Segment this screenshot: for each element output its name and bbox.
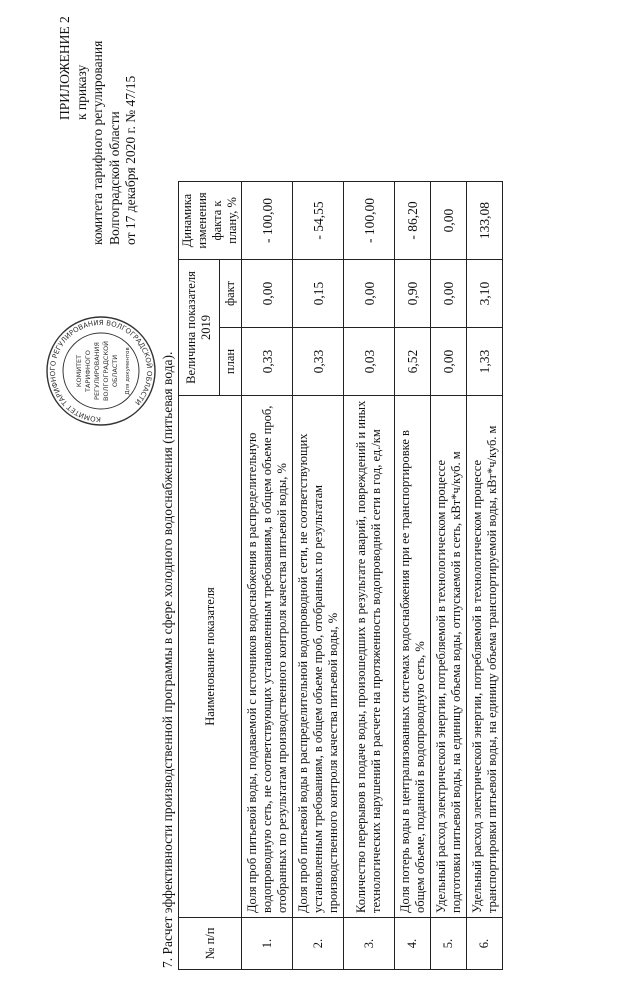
seal-center-line: РЕГУЛИРОВАНИЯ: [93, 342, 101, 400]
row-name: Доля проб питьевой воды в распределительной водопроводной сети, не соответствующих установленным требованиям, в общем объеме проб, отобранных по результатам производственного контроля качества питьевой воды, %: [293, 396, 344, 918]
header-fact: факт: [219, 260, 241, 328]
row-plan: 1,33: [467, 328, 503, 396]
table-row: [344, 182, 395, 970]
row-dynamics: - 54,55: [293, 182, 344, 260]
row-plan: 6,52: [395, 328, 431, 396]
header-name: Наименование показателя: [179, 396, 242, 918]
row-name: Удельный расход электрической энергии, потребляемой в технологическом процессе транспортировки питьевой воды, на единицу объема транспортируемой воды, кВт*ч/куб. м: [467, 396, 503, 918]
row-fact: 0,00: [431, 260, 467, 328]
region-name: Волгоградской области: [106, 111, 122, 245]
seal-center-line: ВОЛГОГРАДСКОЙ: [102, 340, 110, 402]
row-name: Доля проб питьевой воды, подаваемой с источников водоснабжения в распределительную водопроводную сеть, не соответствующих установленным требованиям, в общем объеме проб, отобранных по результатам производственного контроля качества питьевой воды, %: [242, 396, 293, 918]
row-num: 3.: [344, 918, 395, 970]
table-row: [467, 182, 503, 970]
seal-center-line: ТАРИФНОГО: [84, 350, 92, 392]
row-num: 4.: [395, 918, 431, 970]
table-row: [395, 182, 431, 970]
order-date: от 17 декабря 2020 г. № 47/15: [123, 75, 138, 245]
header-num: № п/п: [179, 918, 242, 970]
table-row: [242, 182, 293, 970]
document-header: [57, 0, 140, 245]
row-dynamics: 0,00: [431, 182, 467, 260]
row-dynamics: 133,08: [467, 182, 503, 260]
row-fact: 3,10: [467, 260, 503, 328]
row-name: Удельный расход электрической энергии, потребляемой в технологическом процессе подготовки питьевой воды, на единицу объема воды, отпускаемой в сеть, кВт*ч/куб. м: [431, 396, 467, 918]
seal-bottom-text: Для документов: [125, 347, 131, 395]
efficiency-table: [178, 181, 503, 970]
seal-ring-text: КОМИТЕТ ТАРИФНОГО РЕГУЛИРОВАНИЯ ВОЛГОГРАДСКОЙ ОБЛАСТИ: [48, 318, 154, 424]
official-seal-icon: [45, 315, 157, 427]
section-title: 7. Расчет эффективности производственной программы в сфере холодного водоснабжения (питьевая вода).: [160, 351, 175, 968]
row-num: 2.: [293, 918, 344, 970]
table-row: [431, 182, 467, 970]
table-row: [293, 182, 344, 970]
row-name: Количество перерывов в подаче воды, произошедших в результате аварий, повреждений и иных технологических нарушений в расчете на протяженность водопроводной сети в год, ед./км: [344, 396, 395, 918]
row-plan: 0,03: [344, 328, 395, 396]
row-num: 6.: [467, 918, 503, 970]
row-fact: 0,15: [293, 260, 344, 328]
header-value-group: Величина показателя 2019: [179, 260, 220, 396]
row-fact: 0,00: [344, 260, 395, 328]
table-header-row: [179, 182, 220, 970]
appendix-label: ПРИЛОЖЕНИЕ 2: [57, 16, 72, 120]
committee-name: комитета тарифного регулирования: [90, 40, 105, 245]
row-num: 1.: [242, 918, 293, 970]
row-dynamics: - 86,20: [395, 182, 431, 260]
row-name: Доля потерь воды в централизованных системах водоснабжения при ее транспортировке в общем объеме, поданной в водопроводную сеть, %: [395, 396, 431, 918]
row-dynamics: - 100,00: [242, 182, 293, 260]
header-plan: план: [219, 328, 241, 396]
row-plan: 0,33: [242, 328, 293, 396]
row-plan: 0,33: [293, 328, 344, 396]
row-plan: 0,00: [431, 328, 467, 396]
seal-center-line: ОБЛАСТИ: [111, 354, 119, 388]
row-fact: 0,00: [242, 260, 293, 328]
seal-center-line: КОМИТЕТ: [75, 354, 83, 388]
row-fact: 0,90: [395, 260, 431, 328]
header-dynamics: Динамика изменения факта к плану, %: [179, 182, 242, 260]
row-num: 5.: [431, 918, 467, 970]
order-ref: к приказу: [73, 64, 89, 120]
row-dynamics: - 100,00: [344, 182, 395, 260]
rotated-page: [25, 0, 625, 990]
